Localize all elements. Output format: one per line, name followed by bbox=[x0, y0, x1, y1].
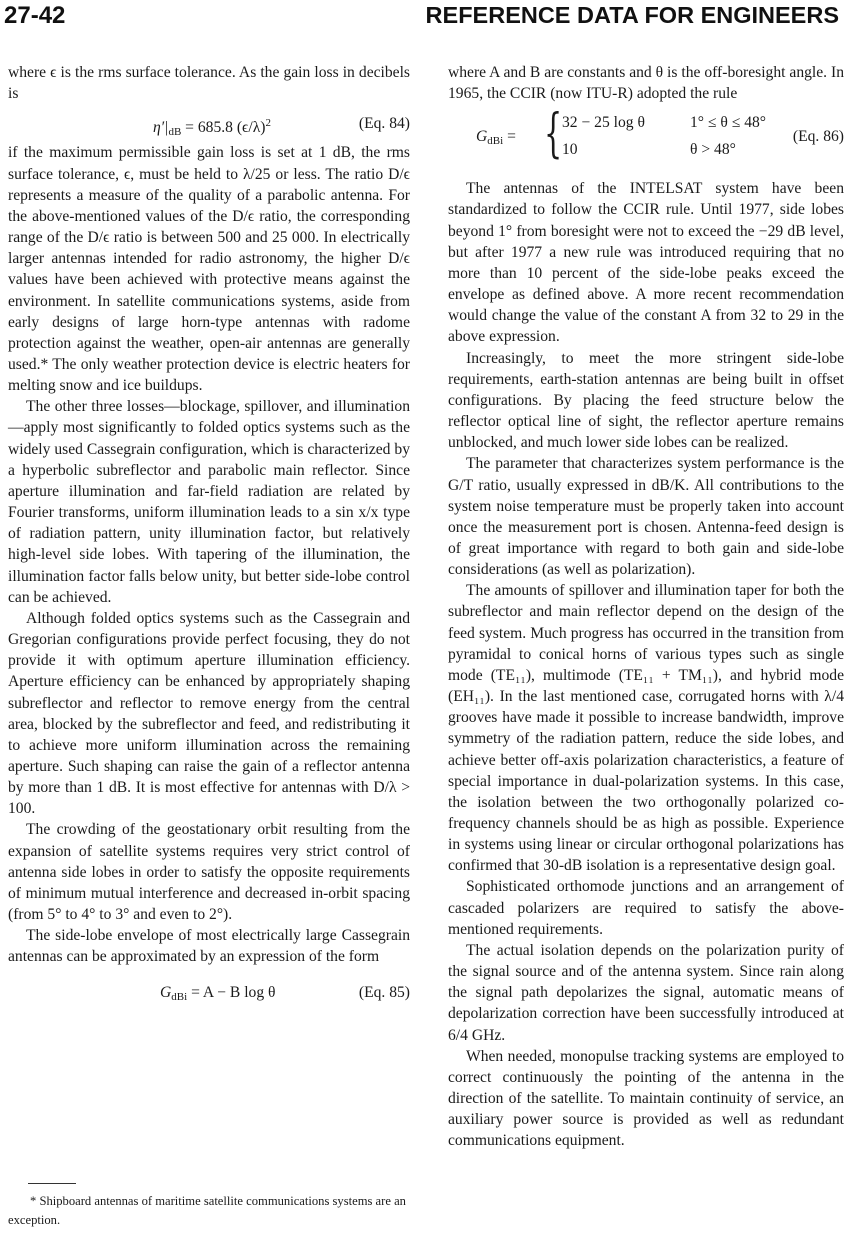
left-column bbox=[8, 62, 410, 1003]
equation-case-condition: θ > 48° bbox=[690, 141, 736, 159]
left-brace: { bbox=[544, 104, 563, 165]
paragraph: When needed, monopulse tracking systems are employed to correct continuously the pointing of the antenna in the direction of the satellite. To maintain continuity of service, an auxiliary power source is provided as well as redundant communications equipment. bbox=[448, 1047, 844, 1150]
paragraph: The side-lobe envelope of most electrically large Cassegrain antennas can be approximated by an expression of the form bbox=[8, 927, 410, 966]
paragraph: The actual isolation depends on the polarization purity of the signal source and of the antenna system. Since rain along the signal path depolarizes the signal, automatic means of depolarization correction have been successfully introduced at 6/4 GHz. bbox=[448, 941, 844, 1044]
paragraph: if the maximum permissible gain loss is set at 1 dB, the rms surface tolerance, ϵ, must be held to λ/25 or less. The ratio D/ϵ represents a measure of the quality of a parabolic antenna. For the above-mentioned values of the D/ϵ ratio, the corresponding range of the D/ϵ ratio is between 500 and 25 000. In electrically larger antennas intended for radio astronomy, the higher D/ϵ values have been achieved with protective means against the environment. In satellite communications systems, aside from early designs of large horn-type antennas with radome protection against the weather, open-air antennas are generally used.* The only weather protection device is electric heaters for melting snow and ice buildups. bbox=[8, 144, 410, 395]
footnote: * Shipboard antennas of maritime satellite communications systems are an exception. bbox=[8, 1194, 406, 1227]
page-header bbox=[0, 0, 847, 36]
equation-case-condition: 1° ≤ θ ≤ 48° bbox=[690, 114, 767, 132]
paragraph: The parameter that characterizes system performance is the G/T ratio, usually expressed in dB/K. All contributions to the system noise temperature must be properly taken into account once the measurement port is chosen. Antenna-feed design is of great importance with regard to both gain and side-lobe considerations (as well as polarization). bbox=[448, 455, 844, 579]
equation-lhs: $G_{dBi}$ = bbox=[476, 128, 516, 148]
equation-label: (Eq. 85) bbox=[358, 983, 410, 1001]
equation-label: (Eq. 84) bbox=[358, 115, 410, 133]
equation-case-value: 10 bbox=[562, 141, 578, 159]
paragraph: The amounts of spillover and illumination taper for both the subreflector and main reflector depend on the design of the feed system. Much progress has occurred in the transition from pyramidal to conical horns of various types such as single mode (TE₁₁), multimode (TE₁₁ + TM₁₁), and hybrid mode (EH₁₁). In the last mentioned case, corrugated horns with λ/4 grooves have made it possible to increase bandwidth, improve symmetry of the radiation pattern, reduce the side lobes, and achieve better off-axis polarization characteristics, a feature of special importance in dual-polarization systems. In this case, the isolation between the two orthogonally polarized co-frequency channels should be as high as possible. Experience in systems using linear or circular orthogonal polarizations has confirmed that 30-dB isolation is a representative design goal. bbox=[448, 582, 844, 875]
equation-expression: $G_{dBi} = A - B$ log θ bbox=[160, 983, 276, 1003]
paragraph: The crowding of the geostationary orbit resulting from the expansion of satellite systems requires very strict control of antenna side lobes in order to satisfy the opposite requirements of minimum mutual interference and decreased in-orbit spacing (from 5° to 4° to 3° and even to 2°). bbox=[8, 821, 410, 924]
paragraph: where ϵ is the rms surface tolerance. As the gain loss in decibels is bbox=[8, 64, 410, 103]
running-head: REFERENCE DATA FOR ENGINEERS bbox=[425, 2, 839, 28]
page-number: 27-42 bbox=[4, 2, 66, 29]
equation-expression: $\eta'|_{dB} = 685.8$ $(\epsilon/\lambda)^2$ bbox=[153, 117, 271, 139]
right-column bbox=[448, 62, 844, 1152]
paragraph: where A and B are constants and θ is the off-boresight angle. In 1965, the CCIR (now ITU-R) adopted the rule bbox=[448, 64, 844, 103]
paragraph: The other three losses—blockage, spillover, and illumination—apply most significantly to folded optics systems such as the widely used Cassegrain configuration, which is characterized by a hyperbolic subreflector and parabolic main reflector. Since aperture illumination and far-field radiation are related by Fourier transforms, uniform illumination leads to a sin x/x type of radiation pattern, unity illumination factor, but relatively high-level side lobes. With tapering of the illumination, the illumination factor falls below unity, but better side-lobe control can be achieved. bbox=[8, 398, 410, 606]
equation-86 bbox=[448, 104, 844, 165]
paragraph: Increasingly, to meet the more stringent side-lobe requirements, earth-station antennas are being built in offset configurations. By placing the feed structure below the reflector optical line of sight, the reflector aperture remains unblocked, and much lower side lobes can be realized. bbox=[448, 349, 844, 452]
equation-case-value: 32 − 25 log θ bbox=[562, 114, 645, 132]
footnote-rule bbox=[28, 1183, 76, 1184]
equation-85 bbox=[8, 982, 410, 1003]
paragraph: Although folded optics systems such as the Cassegrain and Gregorian configurations provide perfect focusing, they do not provide it with optimum aperture illumination efficiency. Aperture efficiency can be enhanced by appropriately shaping subreflector and reflector to remove energy from the central area, blocked by the subreflector and feed, and redistributing it to achieve more uniform illumination across the remaining aperture. Such shaping can raise the gain of a reflector antenna by more than 1 dB. It is most effective for antennas with D/λ > 100. bbox=[8, 609, 410, 818]
equation-84 bbox=[8, 113, 410, 139]
paragraph: The antennas of the INTELSAT system have been standardized to follow the CCIR rule. Until 1977, side lobes beyond 1° from boresight were not to exceed the −29 dB level, but after 1977 a new rule was introduced requiring that no more than 10 percent of the side-lobe peaks exceed the envelope as defined above. A more recent recommendation would change the value of the constant A from 32 to 29 in the above expression. bbox=[448, 180, 844, 346]
paragraph: Sophisticated orthomode junctions and an arrangement of cascaded polarizers are required to satisfy the above-mentioned requirements. bbox=[448, 878, 844, 938]
equation-label: (Eq. 86) bbox=[792, 128, 844, 146]
